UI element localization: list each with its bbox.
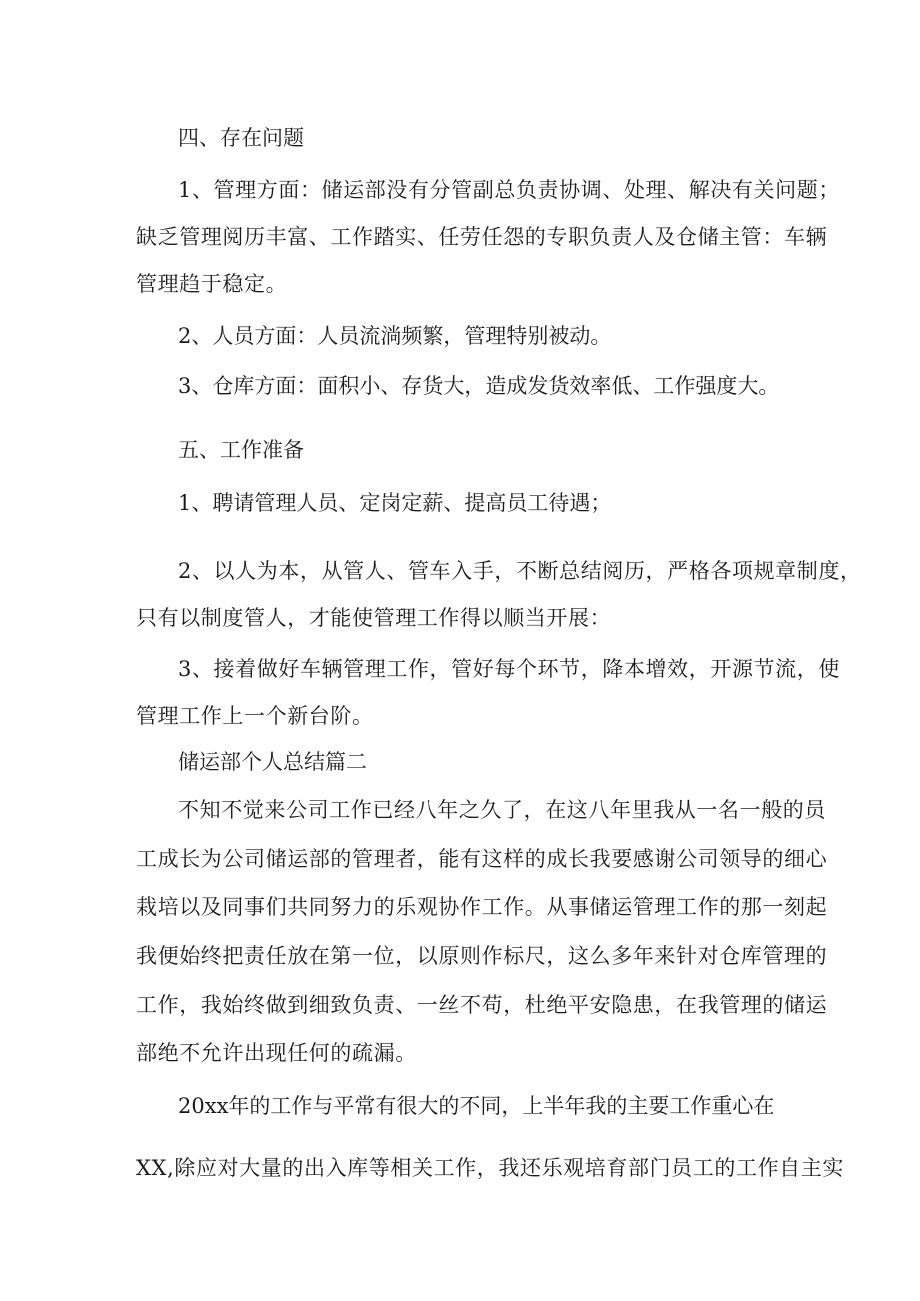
paragraph-1-line-6: 部绝不允许出现任何的疏漏。: [136, 1041, 417, 1065]
section-4-heading: 四、存在问题: [178, 126, 304, 150]
section-5-item-2-line-2: 只有以制度管人，才能使管理工作得以顺当开展：: [136, 606, 612, 630]
paragraph-1-line-1: 不知不觉来公司工作已经八年之久了，在这八年里我从一名一般的员: [178, 798, 826, 822]
paragraph-1-line-4: 我便始终把责任放在第一位，以原则作标尺，这么多年来针对仓库管理的: [136, 944, 828, 968]
section-5-item-3-line-1: 3、接着做好车辆管理工作，管好每个环节，降本增效，开源节流，使: [178, 657, 840, 681]
paragraph-1-line-3: 栽培以及同事们共同努力的乐观协作工作。从事储运管理工作的那一刻起: [136, 895, 828, 919]
section-4-item-2: 2、人员方面：人员流淌频繁，管理特别被动。: [178, 324, 612, 348]
paragraph-2-line-1: 20xx年的工作与平常有很大的不同，上半年我的主要工作重心在: [178, 1094, 775, 1118]
paragraph-1-line-5: 工作，我始终做到细致负责、一丝不苟，杜绝平安隐患，在我管理的储运: [136, 993, 828, 1017]
section-5-item-3-line-2: 管理工作上一个新台阶。: [136, 704, 374, 728]
section-4-item-3: 3、仓库方面：面积小、存货大，造成发货效率低、工作强度大。: [178, 374, 780, 398]
section-4-item-1-line-1: 1、管理方面：储运部没有分管副总负责协调、处理、解决有关问题；: [178, 178, 840, 202]
part-2-title: 储运部个人总结篇二: [178, 750, 367, 774]
section-4-item-1-line-3: 管理趋于稳定。: [136, 272, 288, 296]
section-5-item-1: 1、聘请管理人员、定岗定薪、提高员工待遇；: [178, 491, 612, 515]
section-5-item-2-line-1: 2、以人为本，从管人、管车入手，不断总结阅历，严格各项规章制度，: [178, 559, 862, 583]
paragraph-1-line-2: 工成长为公司储运部的管理者，能有这样的成长我要感谢公司领导的细心: [136, 847, 828, 871]
section-4-item-1-line-2: 缺乏管理阅历丰富、工作踏实、任劳任怨的专职负责人及仓储主管：车辆: [136, 225, 828, 249]
section-5-heading: 五、工作准备: [178, 438, 304, 462]
paragraph-2-line-2: XX,除应对大量的出入库等相关工作，我还乐观培育部门员工的工作自主实: [136, 1156, 844, 1180]
